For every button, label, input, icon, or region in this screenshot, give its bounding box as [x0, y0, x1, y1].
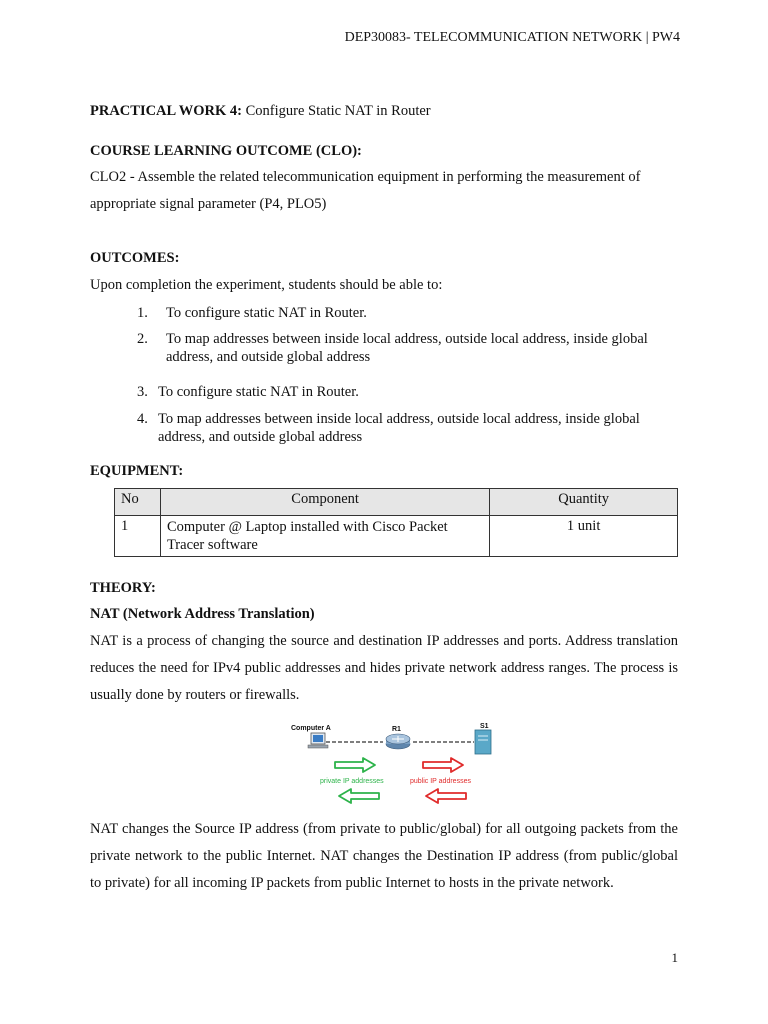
list-item	[137, 410, 677, 446]
clo-line-2: appropriate signal parameter (P4, PLO5)	[90, 196, 327, 212]
private-left-arrow-icon	[339, 789, 379, 803]
table-row	[115, 516, 678, 557]
page-number: 1	[671, 950, 678, 965]
private-ip-label: private IP addresses	[320, 778, 384, 785]
cell-no: 1	[115, 516, 161, 557]
clo-heading: COURSE LEARNING OUTCOME (CLO):	[90, 143, 362, 159]
computer-label: Computer A	[291, 725, 331, 732]
list-item-text: To configure static NAT in Router.	[158, 384, 359, 400]
cell-quantity: 1 unit	[490, 516, 678, 557]
theory-subheading: NAT (Network Address Translation)	[90, 606, 315, 622]
column-header-quantity: Quantity	[490, 489, 678, 516]
practical-work-title	[90, 103, 431, 120]
cell-component	[160, 516, 489, 557]
list-item-text: To map addresses between inside local address, outside local address, inside global	[158, 411, 640, 427]
outcomes-intro: Upon completion the experiment, students should be able to:	[90, 277, 443, 293]
page-header: DEP30083- TELECOMMUNICATION NETWORK | PW4	[344, 30, 680, 45]
list-item-text-continued: address, and outside global address	[166, 349, 371, 365]
table-header-row	[115, 489, 678, 516]
list-item-number: 1.	[137, 305, 148, 321]
list-item-text: To configure static NAT in Router.	[166, 305, 367, 321]
list-item	[137, 304, 677, 322]
computer-icon	[308, 733, 328, 748]
list-item	[137, 383, 677, 401]
cell-component-line-1: Computer @ Laptop installed with Cisco Packet	[166, 519, 448, 535]
public-right-arrow-icon	[423, 758, 463, 772]
column-header-component: Component	[160, 489, 489, 516]
router-icon	[386, 734, 410, 749]
list-item-text-continued: address, and outside global address	[158, 429, 363, 445]
cell-component-line-2: Tracer software	[166, 537, 258, 553]
practical-work-label: PRACTICAL WORK 4:	[90, 103, 242, 119]
list-item	[137, 330, 677, 366]
server-label: S1	[480, 723, 489, 730]
list-item-number: 3.	[137, 384, 148, 400]
practical-work-name: Configure Static NAT in Router	[242, 103, 431, 119]
server-icon	[475, 730, 491, 754]
private-right-arrow-icon	[335, 758, 375, 772]
list-item-text: To map addresses between inside local address, outside local address, inside global	[166, 331, 648, 347]
list-item-number: 4.	[137, 411, 148, 427]
theory-paragraph-1: NAT is a process of changing the source and destination IP addresses and ports. Address translation reduces the need for IPv4 public addresses and hides private network address ranges. The process is usually done by routers or firewalls.	[90, 633, 678, 703]
clo-line-1: CLO2 - Assemble the related telecommunication equipment in performing the measurement of	[90, 169, 641, 185]
outcomes-heading: OUTCOMES:	[90, 250, 180, 266]
nat-diagram	[288, 718, 508, 808]
theory-heading: THEORY:	[90, 580, 156, 596]
theory-paragraph-2: NAT changes the Source IP address (from private to public/global) for all outgoing packets from the private network to the public Internet. NAT changes the Destination IP address (from public/global to private) for all incoming IP packets from public Internet to hosts in the private network.	[90, 821, 678, 891]
public-ip-label: public IP addresses	[410, 778, 471, 785]
equipment-heading: EQUIPMENT:	[90, 463, 184, 479]
router-label: R1	[392, 726, 401, 733]
column-header-no: No	[115, 489, 161, 516]
public-left-arrow-icon	[426, 789, 466, 803]
equipment-table	[114, 488, 678, 557]
list-item-number: 2.	[137, 331, 148, 347]
